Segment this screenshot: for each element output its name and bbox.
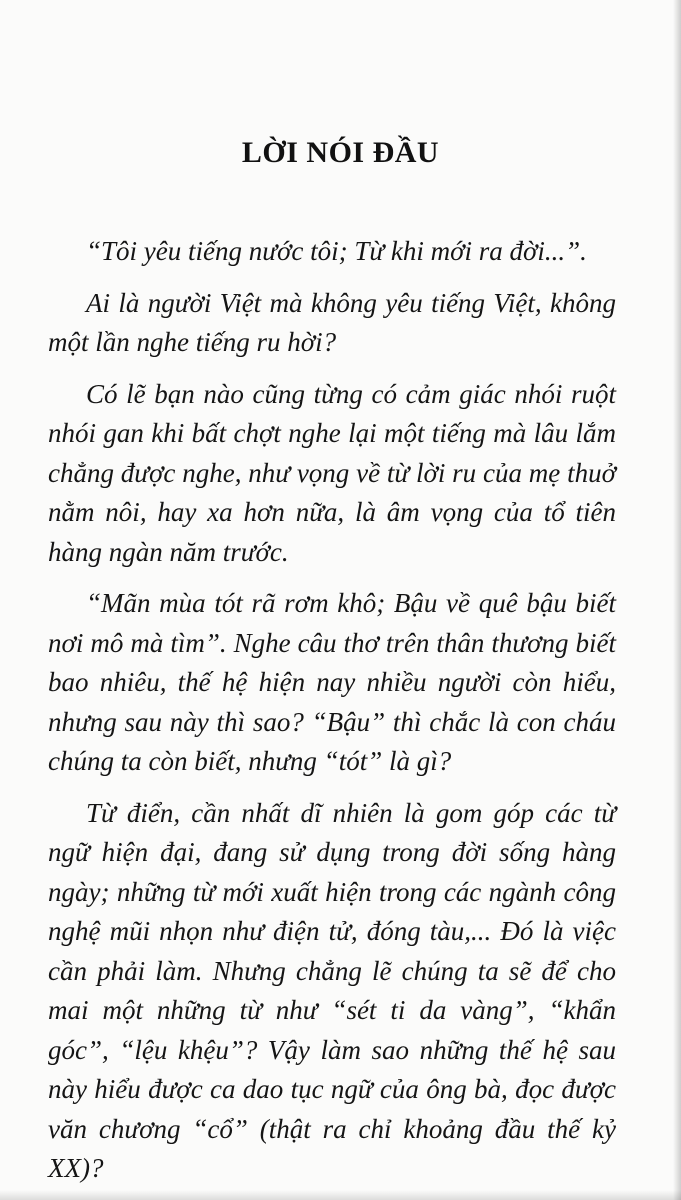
page-edge-shadow [673, 0, 681, 1200]
paragraph: Từ điển, cần nhất dĩ nhiên là gom góp các từ ngữ hiện đại, đang sử dụng trong đời sống hàng ngày; những từ mới xuất hiện trong các ngành công nghệ mũi nhọn như điện tử, đóng tàu,... Đó là việc cần phải làm. Nhưng chẳng lẽ chúng ta sẽ để cho mai một những từ như “sét ti da vàng”, “khẩn góc”, “lệu khệu”? Vậy làm sao những thế hệ sau này hiểu được ca dao tục ngữ của ông bà, đọc được văn chương “cổ” (thật ra chỉ khoảng đầu thế kỷ XX)? [48, 797, 616, 1183]
page-title: LỜI NÓI ĐẦU [241, 136, 440, 169]
preface-body [48, 232, 616, 1200]
paragraph: “Mãn mùa tót rã rơm khô; Bậu về quê bậu biết nơi mô mà tìm”. Nghe câu thơ trên thân thương biết bao nhiêu, thế hệ hiện nay nhiều người còn hiểu, nhưng sau này thì sao? “Bậu” thì chắc là con cháu chúng ta còn biết, nhưng “tót” là gì? [48, 588, 616, 776]
paragraph: Ai là người Việt mà không yêu tiếng Việt, không một lần nghe tiếng ru hời? [48, 287, 616, 357]
page-bottom-shadow [0, 1190, 681, 1200]
paragraph: Có lẽ bạn nào cũng từng có cảm giác nhói ruột nhói gan khi bất chợt nghe lại một tiếng mà lâu lắm chẳng được nghe, như vọng về từ lời ru của mẹ thuở nằm nôi, hay xa hơn nữa, là âm vọng của tổ tiên hàng ngàn năm trước. [48, 378, 616, 567]
paragraph: “Tôi yêu tiếng nước tôi; Từ khi mới ra đời...”. [86, 236, 587, 266]
